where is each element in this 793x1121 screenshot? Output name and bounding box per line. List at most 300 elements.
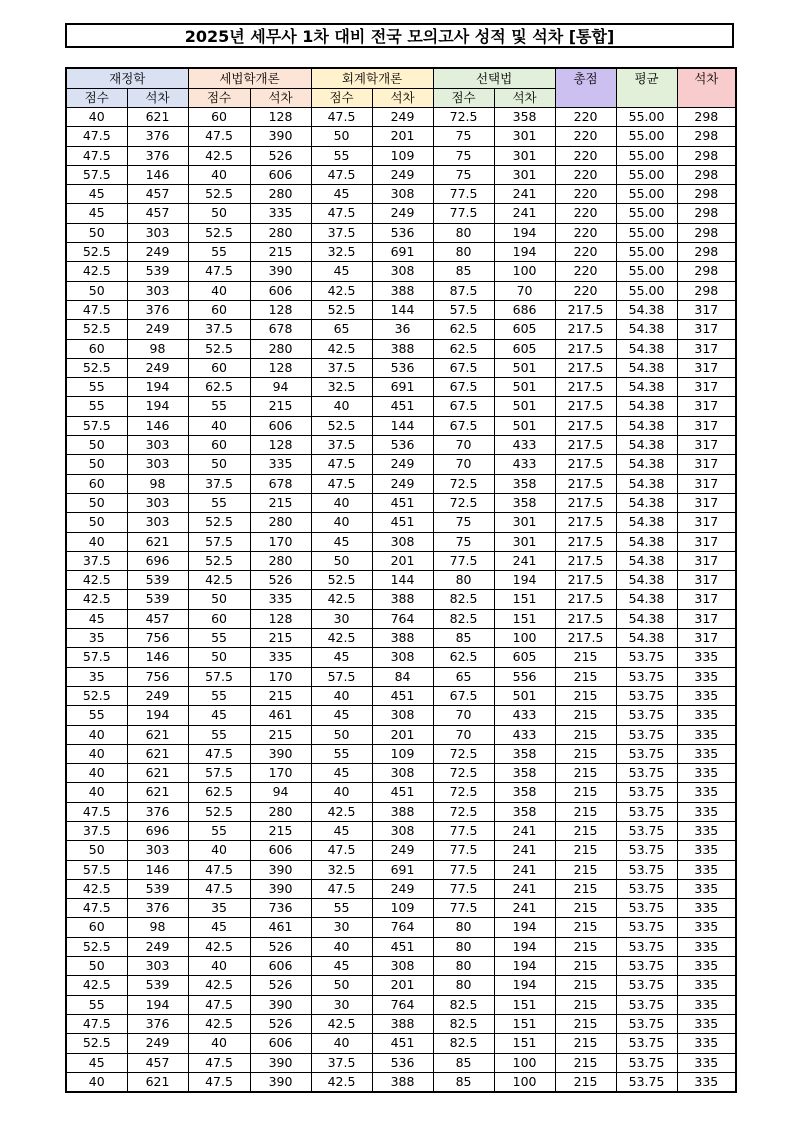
cell-accounting-rank: 451 (372, 1034, 433, 1053)
cell-overall-rank: 317 (677, 513, 736, 532)
cell-tax-law-score: 60 (188, 108, 250, 127)
cell-finance-score: 57.5 (66, 860, 127, 879)
cell-accounting-score: 32.5 (311, 378, 372, 397)
cell-elective-rank: 151 (494, 995, 555, 1014)
cell-tax-law-score: 52.5 (188, 551, 250, 570)
cell-finance-score: 45 (66, 1053, 127, 1072)
cell-finance-score: 40 (66, 532, 127, 551)
cell-overall-rank: 335 (677, 976, 736, 995)
cell-finance-score: 57.5 (66, 165, 127, 184)
cell-accounting-score: 47.5 (311, 879, 372, 898)
cell-elective-score: 77.5 (433, 879, 494, 898)
cell-accounting-rank: 308 (372, 185, 433, 204)
table-row (66, 436, 736, 455)
cell-finance-score: 47.5 (66, 802, 127, 821)
cell-tax-law-score: 47.5 (188, 879, 250, 898)
cell-elective-score: 72.5 (433, 474, 494, 493)
cell-elective-score: 80 (433, 976, 494, 995)
cell-total-score: 217.5 (555, 474, 616, 493)
cell-average-score: 54.38 (616, 532, 677, 551)
cell-finance-score: 42.5 (66, 976, 127, 995)
table-row (66, 860, 736, 879)
cell-tax-law-rank: 390 (250, 262, 311, 281)
header-subject-rank: 석차 (127, 89, 188, 108)
cell-tax-law-score: 45 (188, 918, 250, 937)
cell-finance-rank: 539 (127, 262, 188, 281)
cell-accounting-rank: 109 (372, 146, 433, 165)
cell-elective-score: 70 (433, 706, 494, 725)
cell-accounting-rank: 308 (372, 648, 433, 667)
cell-finance-rank: 539 (127, 879, 188, 898)
cell-tax-law-rank: 335 (250, 590, 311, 609)
cell-elective-score: 80 (433, 957, 494, 976)
cell-tax-law-rank: 215 (250, 629, 311, 648)
cell-accounting-rank: 691 (372, 860, 433, 879)
cell-average-score: 53.75 (616, 802, 677, 821)
cell-average-score: 55.00 (616, 281, 677, 300)
cell-tax-law-rank: 606 (250, 165, 311, 184)
cell-elective-rank: 301 (494, 513, 555, 532)
cell-elective-rank: 194 (494, 243, 555, 262)
cell-elective-score: 75 (433, 513, 494, 532)
cell-finance-rank: 376 (127, 146, 188, 165)
cell-overall-rank: 335 (677, 1014, 736, 1033)
cell-overall-rank: 335 (677, 879, 736, 898)
cell-accounting-score: 40 (311, 783, 372, 802)
cell-tax-law-score: 60 (188, 358, 250, 377)
cell-accounting-rank: 201 (372, 976, 433, 995)
cell-accounting-rank: 764 (372, 918, 433, 937)
cell-elective-rank: 194 (494, 223, 555, 242)
cell-average-score: 54.38 (616, 513, 677, 532)
cell-elective-rank: 151 (494, 1034, 555, 1053)
cell-overall-rank: 335 (677, 937, 736, 956)
cell-finance-rank: 303 (127, 513, 188, 532)
cell-overall-rank: 317 (677, 493, 736, 512)
cell-overall-rank: 335 (677, 802, 736, 821)
cell-elective-score: 75 (433, 532, 494, 551)
cell-tax-law-rank: 736 (250, 899, 311, 918)
cell-elective-score: 85 (433, 1072, 494, 1092)
table-row (66, 937, 736, 956)
cell-elective-score: 67.5 (433, 416, 494, 435)
table-row (66, 1053, 736, 1072)
cell-average-score: 53.75 (616, 648, 677, 667)
cell-elective-rank: 358 (494, 744, 555, 763)
cell-tax-law-rank: 280 (250, 551, 311, 570)
cell-accounting-rank: 144 (372, 300, 433, 319)
cell-finance-rank: 194 (127, 378, 188, 397)
cell-total-score: 217.5 (555, 436, 616, 455)
cell-average-score: 53.75 (616, 976, 677, 995)
cell-elective-rank: 501 (494, 378, 555, 397)
cell-accounting-score: 30 (311, 995, 372, 1014)
cell-elective-rank: 433 (494, 436, 555, 455)
cell-total-score: 215 (555, 802, 616, 821)
cell-elective-rank: 501 (494, 686, 555, 705)
cell-tax-law-score: 47.5 (188, 127, 250, 146)
cell-overall-rank: 335 (677, 918, 736, 937)
cell-elective-score: 70 (433, 455, 494, 474)
header-rank: 석차 (677, 68, 736, 108)
header-score: 점수 (311, 89, 372, 108)
cell-overall-rank: 317 (677, 571, 736, 590)
cell-overall-rank: 317 (677, 339, 736, 358)
cell-accounting-score: 32.5 (311, 243, 372, 262)
cell-tax-law-score: 57.5 (188, 532, 250, 551)
cell-finance-rank: 376 (127, 300, 188, 319)
cell-finance-score: 40 (66, 1072, 127, 1092)
cell-finance-rank: 146 (127, 860, 188, 879)
cell-tax-law-rank: 461 (250, 706, 311, 725)
table-row (66, 667, 736, 686)
cell-elective-rank: 241 (494, 551, 555, 570)
cell-finance-rank: 249 (127, 937, 188, 956)
cell-tax-law-score: 40 (188, 281, 250, 300)
cell-finance-score: 50 (66, 841, 127, 860)
cell-accounting-rank: 691 (372, 243, 433, 262)
cell-finance-rank: 376 (127, 1014, 188, 1033)
table-row (66, 513, 736, 532)
cell-elective-score: 77.5 (433, 821, 494, 840)
cell-tax-law-score: 62.5 (188, 378, 250, 397)
cell-tax-law-score: 55 (188, 397, 250, 416)
cell-finance-rank: 621 (127, 764, 188, 783)
table-row (66, 146, 736, 165)
cell-tax-law-rank: 390 (250, 744, 311, 763)
cell-tax-law-score: 40 (188, 841, 250, 860)
cell-overall-rank: 317 (677, 609, 736, 628)
cell-average-score: 53.75 (616, 879, 677, 898)
table-row (66, 629, 736, 648)
cell-finance-score: 52.5 (66, 358, 127, 377)
cell-accounting-score: 45 (311, 262, 372, 281)
cell-total-score: 217.5 (555, 609, 616, 628)
cell-total-score: 220 (555, 223, 616, 242)
cell-tax-law-rank: 606 (250, 281, 311, 300)
cell-accounting-rank: 84 (372, 667, 433, 686)
cell-average-score: 54.38 (616, 609, 677, 628)
cell-finance-score: 42.5 (66, 571, 127, 590)
cell-elective-rank: 433 (494, 725, 555, 744)
cell-elective-rank: 241 (494, 185, 555, 204)
table-row (66, 300, 736, 319)
cell-tax-law-rank: 170 (250, 532, 311, 551)
table-row (66, 204, 736, 223)
cell-accounting-rank: 536 (372, 223, 433, 242)
cell-elective-rank: 100 (494, 1072, 555, 1092)
cell-total-score: 215 (555, 995, 616, 1014)
table-row (66, 378, 736, 397)
cell-overall-rank: 335 (677, 648, 736, 667)
cell-finance-rank: 457 (127, 1053, 188, 1072)
cell-elective-rank: 605 (494, 648, 555, 667)
table-row (66, 783, 736, 802)
cell-tax-law-score: 55 (188, 629, 250, 648)
cell-tax-law-rank: 94 (250, 783, 311, 802)
cell-tax-law-rank: 606 (250, 416, 311, 435)
cell-average-score: 53.75 (616, 899, 677, 918)
cell-finance-score: 40 (66, 764, 127, 783)
cell-tax-law-score: 37.5 (188, 474, 250, 493)
cell-total-score: 217.5 (555, 551, 616, 570)
cell-accounting-rank: 536 (372, 436, 433, 455)
cell-elective-rank: 151 (494, 590, 555, 609)
cell-elective-rank: 194 (494, 957, 555, 976)
cell-accounting-score: 37.5 (311, 436, 372, 455)
cell-tax-law-rank: 128 (250, 436, 311, 455)
cell-accounting-score: 42.5 (311, 629, 372, 648)
cell-elective-score: 85 (433, 629, 494, 648)
cell-accounting-score: 40 (311, 493, 372, 512)
cell-elective-score: 70 (433, 436, 494, 455)
cell-elective-score: 77.5 (433, 551, 494, 570)
cell-finance-score: 52.5 (66, 937, 127, 956)
cell-elective-rank: 194 (494, 976, 555, 995)
cell-finance-rank: 621 (127, 725, 188, 744)
cell-elective-score: 67.5 (433, 378, 494, 397)
cell-finance-score: 47.5 (66, 1014, 127, 1033)
header-subject-rank: 석차 (372, 89, 433, 108)
cell-average-score: 54.38 (616, 378, 677, 397)
cell-total-score: 220 (555, 108, 616, 127)
cell-tax-law-score: 60 (188, 436, 250, 455)
cell-accounting-score: 40 (311, 397, 372, 416)
cell-total-score: 220 (555, 165, 616, 184)
table-row (66, 725, 736, 744)
cell-accounting-score: 47.5 (311, 108, 372, 127)
cell-accounting-score: 42.5 (311, 281, 372, 300)
cell-accounting-score: 65 (311, 320, 372, 339)
cell-finance-rank: 249 (127, 320, 188, 339)
cell-elective-rank: 301 (494, 165, 555, 184)
cell-overall-rank: 335 (677, 764, 736, 783)
cell-tax-law-score: 62.5 (188, 783, 250, 802)
cell-overall-rank: 335 (677, 783, 736, 802)
cell-finance-score: 37.5 (66, 821, 127, 840)
cell-finance-rank: 303 (127, 281, 188, 300)
cell-elective-score: 77.5 (433, 899, 494, 918)
cell-accounting-score: 37.5 (311, 1053, 372, 1072)
cell-total-score: 215 (555, 783, 616, 802)
cell-total-score: 220 (555, 185, 616, 204)
cell-finance-rank: 457 (127, 185, 188, 204)
cell-accounting-rank: 388 (372, 1072, 433, 1092)
table-row (66, 841, 736, 860)
cell-elective-score: 70 (433, 725, 494, 744)
cell-accounting-rank: 249 (372, 165, 433, 184)
cell-total-score: 217.5 (555, 416, 616, 435)
cell-elective-rank: 605 (494, 320, 555, 339)
cell-accounting-score: 47.5 (311, 474, 372, 493)
cell-average-score: 55.00 (616, 108, 677, 127)
cell-accounting-score: 45 (311, 648, 372, 667)
cell-finance-score: 50 (66, 957, 127, 976)
cell-overall-rank: 317 (677, 551, 736, 570)
cell-average-score: 55.00 (616, 243, 677, 262)
cell-accounting-score: 57.5 (311, 667, 372, 686)
cell-tax-law-score: 42.5 (188, 571, 250, 590)
cell-elective-score: 80 (433, 243, 494, 262)
header-subject-tax-law: 세법학개론 (188, 68, 311, 89)
cell-overall-rank: 335 (677, 841, 736, 860)
cell-average-score: 53.75 (616, 725, 677, 744)
cell-tax-law-score: 57.5 (188, 764, 250, 783)
table-row (66, 320, 736, 339)
cell-overall-rank: 335 (677, 744, 736, 763)
cell-tax-law-score: 55 (188, 821, 250, 840)
table-row (66, 339, 736, 358)
table-row (66, 609, 736, 628)
cell-accounting-rank: 451 (372, 493, 433, 512)
cell-overall-rank: 317 (677, 378, 736, 397)
cell-tax-law-rank: 94 (250, 378, 311, 397)
cell-finance-rank: 376 (127, 802, 188, 821)
cell-tax-law-rank: 128 (250, 108, 311, 127)
cell-finance-rank: 249 (127, 243, 188, 262)
cell-finance-score: 47.5 (66, 127, 127, 146)
cell-tax-law-rank: 390 (250, 127, 311, 146)
cell-finance-rank: 98 (127, 918, 188, 937)
cell-elective-score: 67.5 (433, 358, 494, 377)
cell-accounting-score: 37.5 (311, 223, 372, 242)
cell-finance-rank: 457 (127, 204, 188, 223)
cell-tax-law-score: 47.5 (188, 1072, 250, 1092)
cell-finance-score: 35 (66, 629, 127, 648)
cell-total-score: 215 (555, 648, 616, 667)
cell-elective-rank: 556 (494, 667, 555, 686)
cell-total-score: 217.5 (555, 397, 616, 416)
cell-finance-score: 35 (66, 667, 127, 686)
cell-elective-score: 72.5 (433, 744, 494, 763)
cell-tax-law-score: 50 (188, 204, 250, 223)
cell-accounting-rank: 249 (372, 474, 433, 493)
cell-average-score: 53.75 (616, 821, 677, 840)
cell-accounting-rank: 451 (372, 937, 433, 956)
cell-finance-rank: 621 (127, 532, 188, 551)
cell-elective-rank: 501 (494, 358, 555, 377)
cell-average-score: 53.75 (616, 686, 677, 705)
cell-tax-law-rank: 215 (250, 493, 311, 512)
cell-tax-law-score: 42.5 (188, 976, 250, 995)
cell-tax-law-score: 40 (188, 957, 250, 976)
cell-finance-score: 40 (66, 783, 127, 802)
cell-tax-law-rank: 390 (250, 860, 311, 879)
cell-accounting-rank: 388 (372, 629, 433, 648)
cell-elective-score: 65 (433, 667, 494, 686)
cell-finance-rank: 194 (127, 706, 188, 725)
cell-overall-rank: 335 (677, 957, 736, 976)
table-row (66, 686, 736, 705)
cell-average-score: 54.38 (616, 416, 677, 435)
cell-finance-rank: 376 (127, 127, 188, 146)
score-table (65, 67, 737, 1093)
table-row (66, 899, 736, 918)
header-score: 점수 (66, 89, 127, 108)
cell-total-score: 215 (555, 899, 616, 918)
cell-accounting-score: 40 (311, 686, 372, 705)
header-row-subjects (66, 68, 736, 89)
cell-overall-rank: 335 (677, 1053, 736, 1072)
cell-total-score: 217.5 (555, 320, 616, 339)
table-row (66, 879, 736, 898)
cell-accounting-rank: 308 (372, 821, 433, 840)
cell-finance-score: 40 (66, 744, 127, 763)
cell-total-score: 220 (555, 127, 616, 146)
cell-average-score: 55.00 (616, 127, 677, 146)
cell-accounting-score: 40 (311, 937, 372, 956)
cell-elective-rank: 194 (494, 937, 555, 956)
table-row (66, 976, 736, 995)
cell-elective-rank: 241 (494, 821, 555, 840)
cell-elective-rank: 358 (494, 802, 555, 821)
cell-overall-rank: 317 (677, 397, 736, 416)
cell-finance-rank: 194 (127, 995, 188, 1014)
header-subject-finance: 재정학 (66, 68, 188, 89)
cell-finance-rank: 539 (127, 590, 188, 609)
cell-elective-score: 75 (433, 127, 494, 146)
cell-accounting-rank: 249 (372, 879, 433, 898)
header-subject-elective: 선택법 (433, 68, 555, 89)
cell-elective-rank: 194 (494, 918, 555, 937)
table-row (66, 108, 736, 127)
cell-accounting-rank: 536 (372, 358, 433, 377)
cell-accounting-score: 55 (311, 899, 372, 918)
cell-tax-law-score: 52.5 (188, 802, 250, 821)
cell-tax-law-rank: 128 (250, 609, 311, 628)
cell-finance-score: 42.5 (66, 590, 127, 609)
cell-accounting-rank: 451 (372, 397, 433, 416)
cell-total-score: 217.5 (555, 378, 616, 397)
cell-elective-score: 62.5 (433, 648, 494, 667)
cell-total-score: 220 (555, 146, 616, 165)
cell-average-score: 53.75 (616, 667, 677, 686)
cell-tax-law-rank: 280 (250, 802, 311, 821)
cell-finance-score: 52.5 (66, 1034, 127, 1053)
cell-accounting-rank: 388 (372, 590, 433, 609)
cell-elective-rank: 358 (494, 474, 555, 493)
cell-accounting-score: 30 (311, 609, 372, 628)
table-row (66, 802, 736, 821)
cell-elective-score: 82.5 (433, 995, 494, 1014)
cell-average-score: 54.38 (616, 551, 677, 570)
cell-accounting-score: 42.5 (311, 339, 372, 358)
header-average: 평균 (616, 68, 677, 108)
cell-accounting-score: 55 (311, 744, 372, 763)
cell-finance-rank: 696 (127, 551, 188, 570)
cell-accounting-rank: 36 (372, 320, 433, 339)
cell-finance-rank: 376 (127, 899, 188, 918)
cell-tax-law-rank: 526 (250, 1014, 311, 1033)
cell-finance-rank: 249 (127, 358, 188, 377)
cell-finance-score: 50 (66, 513, 127, 532)
table-row (66, 957, 736, 976)
cell-accounting-rank: 308 (372, 706, 433, 725)
table-row (66, 397, 736, 416)
cell-tax-law-rank: 335 (250, 204, 311, 223)
cell-elective-rank: 151 (494, 1014, 555, 1033)
table-row (66, 571, 736, 590)
cell-finance-score: 50 (66, 436, 127, 455)
cell-tax-law-rank: 170 (250, 667, 311, 686)
cell-accounting-score: 52.5 (311, 571, 372, 590)
cell-total-score: 217.5 (555, 455, 616, 474)
cell-tax-law-score: 47.5 (188, 262, 250, 281)
cell-finance-score: 47.5 (66, 146, 127, 165)
cell-elective-rank: 151 (494, 609, 555, 628)
cell-finance-score: 52.5 (66, 686, 127, 705)
cell-tax-law-rank: 128 (250, 358, 311, 377)
